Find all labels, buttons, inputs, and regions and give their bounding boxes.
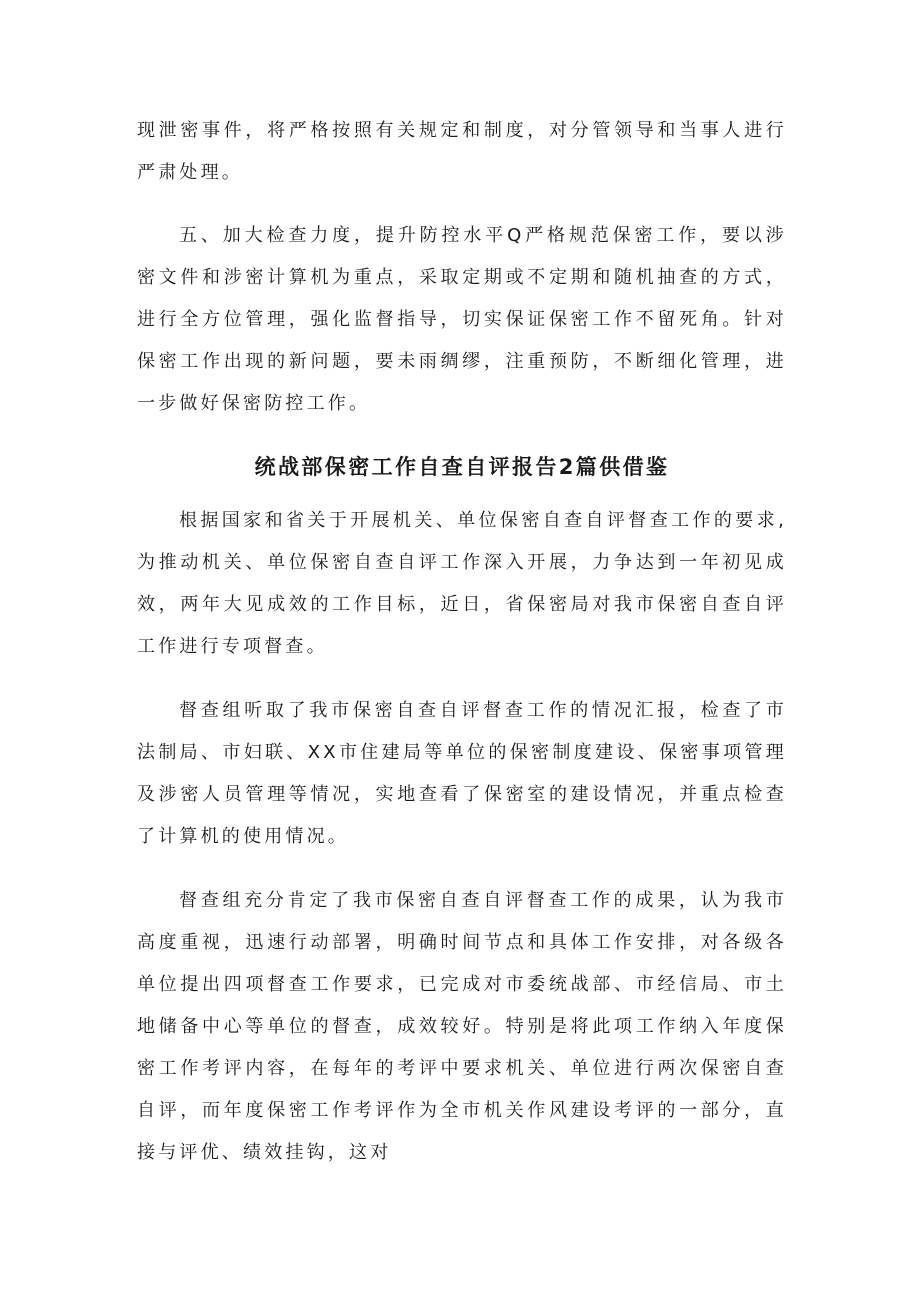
paragraph-continuation: 现泄密事件，将严格按照有关规定和制度，对分管领导和当事人进行严肃处理。 — [137, 120, 787, 183]
paragraph-section-five: 五、加大检查力度，提升防控水平Q严格规范保密工作，要以涉密文件和涉密计算机为重点，采取定期或不定期和随机抽查的方式，进行全方位管理，强化监督指导，切实保证保密工作不留死角。针对保密工作出现的新问题，要未雨绸缪，注重预防，不断细化管理，进一步做好保密防控工作。 — [137, 225, 787, 414]
paragraph-intro: 根据国家和省关于开展机关、单位保密自查自评督查工作的要求,为推动机关、单位保密自查自评工作深入开展，力争达到一年初见成效，两年大见成效的工作目标，近日，省保密局对我市保密自查自评工作进行专项督查。 — [137, 510, 787, 657]
document-title: 统战部保密工作自查自评报告2篇供借鉴 — [254, 455, 670, 479]
paragraph-affirmation: 督查组充分肯定了我市保密自查自评督查工作的成果，认为我市高度重视，迅速行动部署，明确时间节点和具体工作安排，对各级各单位提出四项督查工作要求，已完成对市委统战部、市经信局、市土地储备中心等单位的督查，成效较好。特别是将此项工作纳入年度保密工作考评内容，在每年的考评中要求机关、单位进行两次保密自查自评，而年度保密工作考评作为全市机关作风建设考评的一部分，直接与评优、绩效挂钩，这对 — [137, 890, 787, 1163]
paragraph-inspection: 督查组听取了我市保密自查自评督查工作的情况汇报，检查了市法制局、市妇联、XX市住建局等单位的保密制度建设、保密事项管理及涉密人员管理等情况，实地查看了保密室的建设情况，并重点检查了计算机的使用情况。 — [137, 700, 787, 847]
